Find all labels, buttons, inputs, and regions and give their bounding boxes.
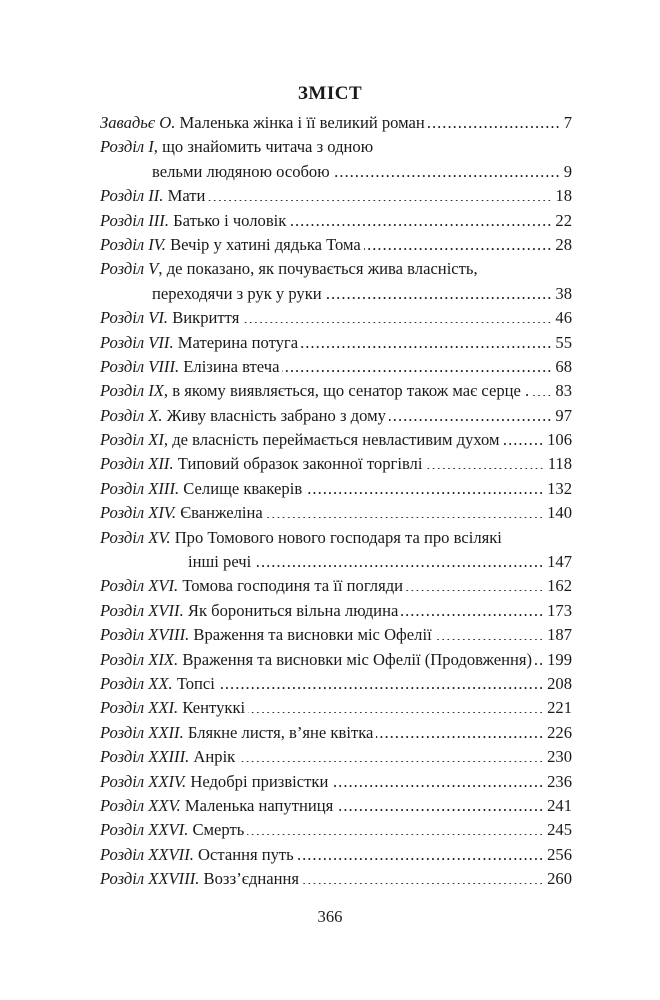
chapter-title: Недобрі призвістки: [186, 771, 329, 791]
toc-entry[interactable]: [100, 818, 572, 842]
page-ref: 38: [555, 283, 572, 303]
chapter-label: Розділ VII.: [100, 332, 174, 352]
chapter-label: Розділ XXIII.: [100, 747, 190, 767]
page-ref: 173: [547, 600, 572, 620]
toc-entry[interactable]: [100, 355, 572, 379]
chapter-label: Розділ XXV.: [100, 795, 181, 815]
toc-entry[interactable]: [100, 867, 572, 891]
chapter-label: Розділ II.: [100, 186, 164, 206]
dot-leader: [242, 307, 552, 324]
page-ref: 241: [547, 795, 572, 815]
toc-line: [100, 306, 572, 330]
chapter-title: , де власність переймається невластивим духом: [163, 430, 500, 450]
page-ref: 9: [563, 161, 572, 181]
dot-leader: [401, 599, 544, 616]
page-ref: 187: [547, 625, 572, 645]
chapter-label: Розділ XVI.: [100, 576, 179, 596]
toc-entry[interactable]: [100, 696, 572, 720]
dot-leader: [302, 868, 544, 885]
chapter-label: Завадьє О.: [100, 113, 176, 132]
toc-line: [100, 184, 572, 208]
chapter-title: , в якому виявляється, що сенатор також має серце .: [163, 381, 530, 401]
chapter-label: Розділ XXII.: [100, 722, 184, 742]
chapter-label: Розділ XIV.: [100, 503, 177, 523]
toc-line: [100, 501, 572, 525]
chapter-title: Кентуккі: [178, 698, 246, 718]
chapter-title: Враження та висновки міс Офелії (Продовження): [178, 649, 533, 669]
toc-line: [100, 745, 572, 769]
page-ref: 97: [555, 405, 572, 425]
page-ref: 162: [547, 576, 572, 596]
page-title: ЗМІСТ: [297, 83, 363, 104]
dot-leader: [503, 428, 545, 445]
dot-leader: [535, 648, 544, 665]
chapter-label: Розділ IX: [100, 381, 164, 401]
page-ref: 28: [555, 234, 572, 254]
chapter-label: Розділ XXVII.: [100, 844, 194, 864]
chapter-label: Розділ XII.: [100, 454, 174, 474]
toc-line: [100, 696, 572, 720]
dot-leader: [289, 209, 552, 226]
toc-line-continuation: [100, 282, 572, 306]
toc-line: [100, 721, 572, 745]
toc-line: [100, 111, 572, 135]
page-ref: 260: [547, 869, 572, 889]
chapter-title: Маленька напутниця: [180, 795, 334, 815]
chapter-label: Розділ XVII.: [100, 600, 184, 620]
chapter-label: Розділ V: [100, 259, 159, 279]
chapter-title: Типовий образок законної торгівлі: [173, 454, 423, 474]
toc-entry[interactable]: [100, 526, 572, 575]
toc-entry[interactable]: [100, 501, 572, 525]
page-ref: 46: [555, 308, 572, 328]
chapter-title: Батько і чоловік: [168, 210, 287, 230]
chapter-title: Блякне листя, в’яне квітка: [183, 722, 374, 742]
toc-line: [100, 818, 572, 842]
toc-line: [100, 428, 572, 452]
chapter-label: Розділ XXIV.: [100, 771, 187, 791]
dot-leader: [331, 770, 544, 787]
page-ref: 83: [555, 381, 572, 401]
chapter-title-continuation: переходячи з рук у руки: [152, 283, 322, 303]
page-ref: 106: [547, 430, 572, 450]
chapter-label: Розділ VI.: [100, 308, 169, 328]
chapter-title-continuation: інші речі: [188, 552, 252, 572]
toc-line: [100, 404, 572, 428]
chapter-label: Розділ XI: [100, 430, 164, 450]
toc-entry[interactable]: [100, 233, 572, 257]
page-ref: 221: [547, 698, 572, 718]
chapter-title: , що знайомить читача з одною: [153, 137, 374, 157]
chapter-label: Розділ XIII.: [100, 478, 180, 498]
toc-entry[interactable]: [100, 209, 572, 233]
chapter-title: Мати: [163, 186, 206, 206]
toc-entry[interactable]: [100, 843, 572, 867]
chapter-label: Розділ III.: [100, 210, 169, 230]
toc-line: [100, 257, 572, 281]
chapter-title: Враження та висновки міс Офелії: [189, 625, 432, 645]
chapter-title: Томова господиня та її погляди: [178, 576, 404, 596]
toc-line: [100, 331, 572, 355]
dot-leader: [389, 404, 553, 421]
page-ref: 22: [555, 210, 572, 230]
chapter-label: Розділ XXVI.: [100, 820, 189, 840]
toc-line: [100, 209, 572, 233]
page-ref: 140: [547, 503, 572, 523]
toc-entry[interactable]: [100, 428, 572, 452]
chapter-label: Розділ XX.: [100, 673, 173, 693]
toc-entry[interactable]: [100, 331, 572, 355]
page-ref: 18: [555, 186, 572, 206]
toc-line: [100, 794, 572, 818]
dot-leader: [364, 233, 553, 250]
dot-leader: [406, 575, 544, 592]
dot-leader: [208, 185, 552, 202]
chapter-title: Елізина втеча: [179, 356, 280, 376]
page-number: 366: [317, 907, 343, 926]
dot-leader: [428, 111, 561, 128]
dot-leader: [218, 672, 544, 689]
toc-line: [100, 233, 572, 257]
chapter-title: Живу власність забрано з дому: [162, 405, 386, 425]
dot-leader: [247, 819, 544, 836]
chapter-title: Про Томового нового господаря та про всілякі: [170, 527, 502, 547]
toc-entry[interactable]: [100, 574, 572, 598]
chapter-label: Розділ I: [100, 137, 154, 157]
dot-leader: [333, 160, 561, 177]
toc-line: [100, 355, 572, 379]
toc-entry[interactable]: [100, 135, 572, 184]
dot-leader: [336, 794, 544, 811]
page-ref: 226: [547, 722, 572, 742]
toc-line: [100, 843, 572, 867]
toc-line: [100, 135, 572, 159]
toc-line: [100, 867, 572, 891]
toc-line: [100, 599, 572, 623]
toc-entry[interactable]: [100, 770, 572, 794]
dot-leader: [532, 380, 552, 397]
dot-leader: [297, 843, 544, 860]
page-ref: 7: [563, 113, 572, 132]
chapter-title: Смерть: [188, 820, 245, 840]
toc-line: [100, 648, 572, 672]
page-ref: 230: [547, 747, 572, 767]
toc-line: [100, 477, 572, 501]
dot-leader: [254, 550, 544, 567]
page-ref: 68: [555, 356, 572, 376]
toc-line: [100, 452, 572, 476]
toc-entry[interactable]: [100, 477, 572, 501]
toc-line-continuation: [100, 550, 572, 574]
chapter-title: Маленька жінка і її великий роман: [175, 113, 425, 132]
page-ref: 256: [547, 844, 572, 864]
toc-line: [100, 770, 572, 794]
toc-line: [100, 672, 572, 696]
page-ref: 208: [547, 673, 572, 693]
chapter-title: Анрік: [189, 747, 236, 767]
toc-entry[interactable]: [100, 257, 572, 306]
toc-entry[interactable]: [100, 111, 572, 135]
toc-line: [100, 379, 572, 403]
chapter-title: Вечір у хатині дядька Тома: [165, 234, 361, 254]
dot-leader: [376, 721, 544, 738]
dot-leader: [248, 697, 544, 714]
chapter-label: Розділ X.: [100, 405, 163, 425]
page-ref: 55: [555, 332, 572, 352]
chapter-label: Розділ XXI.: [100, 698, 179, 718]
dot-leader: [425, 453, 544, 470]
chapter-title: Остання путь: [193, 844, 294, 864]
toc-entry[interactable]: [100, 452, 572, 476]
chapter-title: Возз’єднання: [199, 869, 299, 889]
chapter-label: Розділ XV.: [100, 527, 171, 547]
chapter-title: Як борониться вільна людина: [183, 600, 399, 620]
toc-entry[interactable]: [100, 306, 572, 330]
toc-line: [100, 574, 572, 598]
chapter-label: Розділ IV.: [100, 234, 166, 254]
toc-entry[interactable]: [100, 648, 572, 672]
toc-entry[interactable]: [100, 672, 572, 696]
page-ref: 132: [547, 478, 572, 498]
page-ref: 236: [547, 771, 572, 791]
page-ref: 147: [547, 552, 572, 572]
chapter-title: Материна потуга: [173, 332, 299, 352]
page-ref: 199: [547, 649, 572, 669]
toc-entry[interactable]: [100, 379, 572, 403]
dot-leader: [238, 746, 544, 763]
toc-entry[interactable]: [100, 599, 572, 623]
chapter-title: Селище квакерів: [179, 478, 303, 498]
toc-entry[interactable]: [100, 404, 572, 428]
toc-line: [100, 623, 572, 647]
dot-leader: [282, 355, 552, 372]
toc-entry[interactable]: [100, 745, 572, 769]
chapter-label: Розділ XIX.: [100, 649, 179, 669]
dot-leader: [305, 477, 544, 494]
dot-leader: [435, 624, 544, 641]
chapter-label: Розділ XVIII.: [100, 625, 190, 645]
chapter-title: Викриття: [168, 308, 240, 328]
dot-leader: [325, 282, 553, 299]
toc-entry[interactable]: [100, 794, 572, 818]
chapter-title: , де показано, як почувається жива власність,: [158, 259, 478, 279]
chapter-title: Топсі: [172, 673, 215, 693]
toc-entry[interactable]: [100, 184, 572, 208]
toc-entry[interactable]: [100, 721, 572, 745]
chapter-label: Розділ VIII.: [100, 356, 180, 376]
page-ref: 118: [547, 454, 572, 474]
chapter-title: Єванжеліна: [176, 503, 263, 523]
chapter-label: Розділ XXVIII.: [100, 869, 200, 889]
table-of-contents: [100, 111, 572, 892]
chapter-title-continuation: вельми людяною особою: [152, 161, 330, 181]
dot-leader: [266, 502, 544, 519]
toc-line-continuation: [100, 160, 572, 184]
toc-entry[interactable]: [100, 623, 572, 647]
page-ref: 245: [547, 820, 572, 840]
dot-leader: [301, 331, 552, 348]
toc-line: [100, 526, 572, 550]
